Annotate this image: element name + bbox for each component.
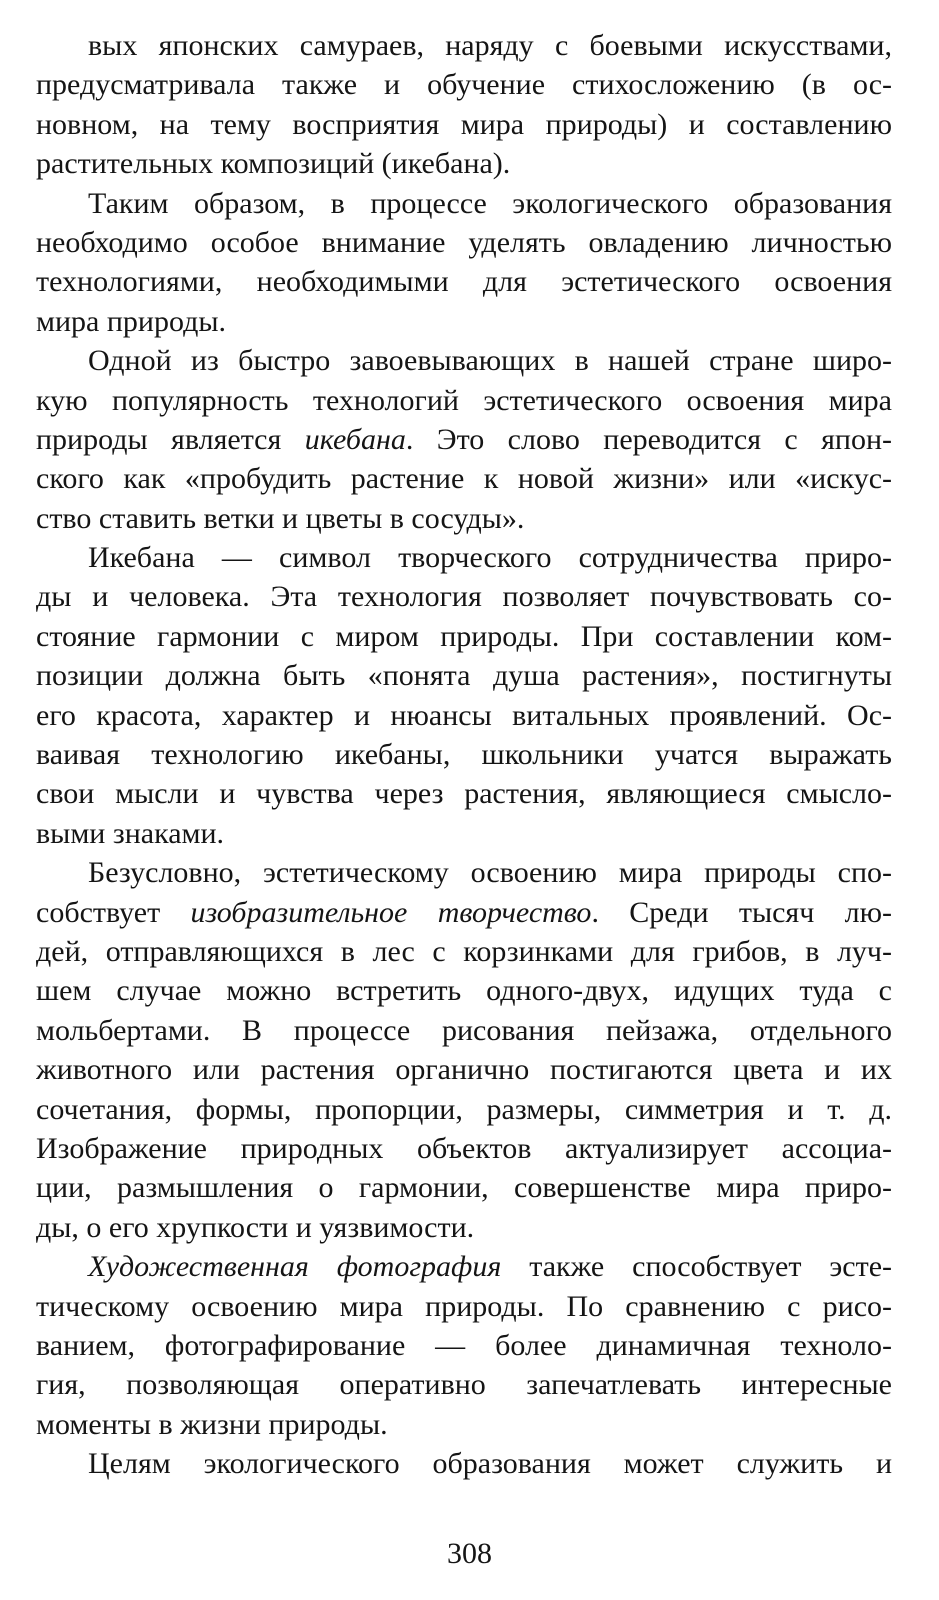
text-line: мольбертами. В процессе рисования пейзажа, отдельного bbox=[36, 1013, 892, 1047]
text-line: вых японских самураев, наряду с боевыми искусствами, bbox=[88, 29, 892, 62]
text-segment: природы является bbox=[36, 422, 305, 456]
text-line bbox=[36, 420, 892, 459]
text-line: стояние гармонии с миром природы. При составлении ком- bbox=[36, 619, 892, 653]
text-line: свои мысли и чувства через растения, являющиеся смысло- bbox=[36, 777, 892, 811]
paragraph bbox=[36, 1247, 892, 1444]
italic-term: изобразительное творчество bbox=[190, 895, 592, 929]
text-line: предусматривала также и обучение стихосложению (в ос- bbox=[36, 68, 892, 102]
text-line: мира природы. bbox=[36, 304, 227, 338]
italic-term: Художественная фотография bbox=[88, 1250, 502, 1284]
text-line: выми знаками. bbox=[36, 816, 225, 850]
page-number: 308 bbox=[447, 1537, 492, 1570]
text-line: ство ставить ветки и цветы в сосуды». bbox=[36, 501, 525, 535]
text-line: моменты в жизни природы. bbox=[36, 1407, 388, 1441]
page-text bbox=[36, 26, 892, 1483]
paragraph bbox=[36, 341, 892, 538]
text-line: необходимо особое внимание уделять овладению личностью bbox=[36, 225, 892, 259]
text-segment: собствует bbox=[36, 895, 191, 929]
text-line: животного или растения органично постигаются цвета и их bbox=[36, 1053, 892, 1087]
text-segment: . Это слово переводится с япон- bbox=[405, 422, 892, 456]
text-segment: . Среди тысяч лю- bbox=[591, 895, 892, 929]
text-line: позиции должна быть «понята душа растения», постигнуты bbox=[36, 659, 892, 693]
paragraph bbox=[36, 26, 892, 184]
text-line: ванием, фотографирование — более динамичная техноло- bbox=[36, 1328, 892, 1362]
text-line: шем случае можно встретить одного-двух, идущих туда с bbox=[36, 974, 892, 1008]
text-line: ваивая технологию икебаны, школьники учатся выражать bbox=[36, 738, 892, 772]
text-line: Одной из быстро завоевывающих в нашей стране широ- bbox=[88, 344, 892, 378]
text-segment: также способствует эсте- bbox=[501, 1250, 892, 1284]
text-line bbox=[36, 893, 892, 932]
text-line: ды и человека. Эта технология позволяет почувствовать со- bbox=[36, 580, 892, 614]
paragraph bbox=[36, 853, 892, 1247]
text-line bbox=[36, 1247, 892, 1286]
text-line: новном, на тему восприятия мира природы) и составлению bbox=[36, 107, 892, 141]
paragraph bbox=[36, 1444, 892, 1483]
text-line: дей, отправляющихся в лес с корзинками для грибов, в луч- bbox=[36, 934, 892, 968]
text-line: Безусловно, эстетическому освоению мира природы спо- bbox=[88, 856, 892, 890]
text-line: Икебана — символ творческого сотрудничества приро- bbox=[88, 541, 892, 575]
paragraph bbox=[36, 538, 892, 853]
text-line: Изображение природных объектов актуализирует ассоциа- bbox=[36, 1131, 892, 1165]
text-line: его красота, характер и нюансы витальных проявлений. Ос- bbox=[36, 698, 892, 732]
text-line: Целям экологического образования может служить и bbox=[88, 1447, 892, 1481]
text-line: ции, размышления о гармонии, совершенстве мира приро- bbox=[36, 1171, 892, 1205]
paragraph bbox=[36, 184, 892, 342]
text-line: тическому освоению мира природы. По сравнению с рисо- bbox=[36, 1289, 892, 1323]
text-line: сочетания, формы, пропорции, размеры, симметрия и т. д. bbox=[36, 1092, 892, 1126]
text-line: Таким образом, в процессе экологического образования bbox=[88, 186, 892, 220]
text-line: ского как «пробудить растение к новой жизни» или «искус- bbox=[36, 462, 892, 496]
text-line: гия, позволяющая оперативно запечатлевать интересные bbox=[36, 1368, 892, 1402]
text-line: растительных композиций (икебана). bbox=[36, 147, 511, 181]
text-line: ды, о его хрупкости и уязвимости. bbox=[36, 1210, 475, 1244]
text-line: технологиями, необходимыми для эстетического освоения bbox=[36, 265, 892, 299]
text-line: кую популярность технологий эстетического освоения мира bbox=[36, 383, 892, 417]
italic-term: икебана bbox=[304, 422, 406, 456]
